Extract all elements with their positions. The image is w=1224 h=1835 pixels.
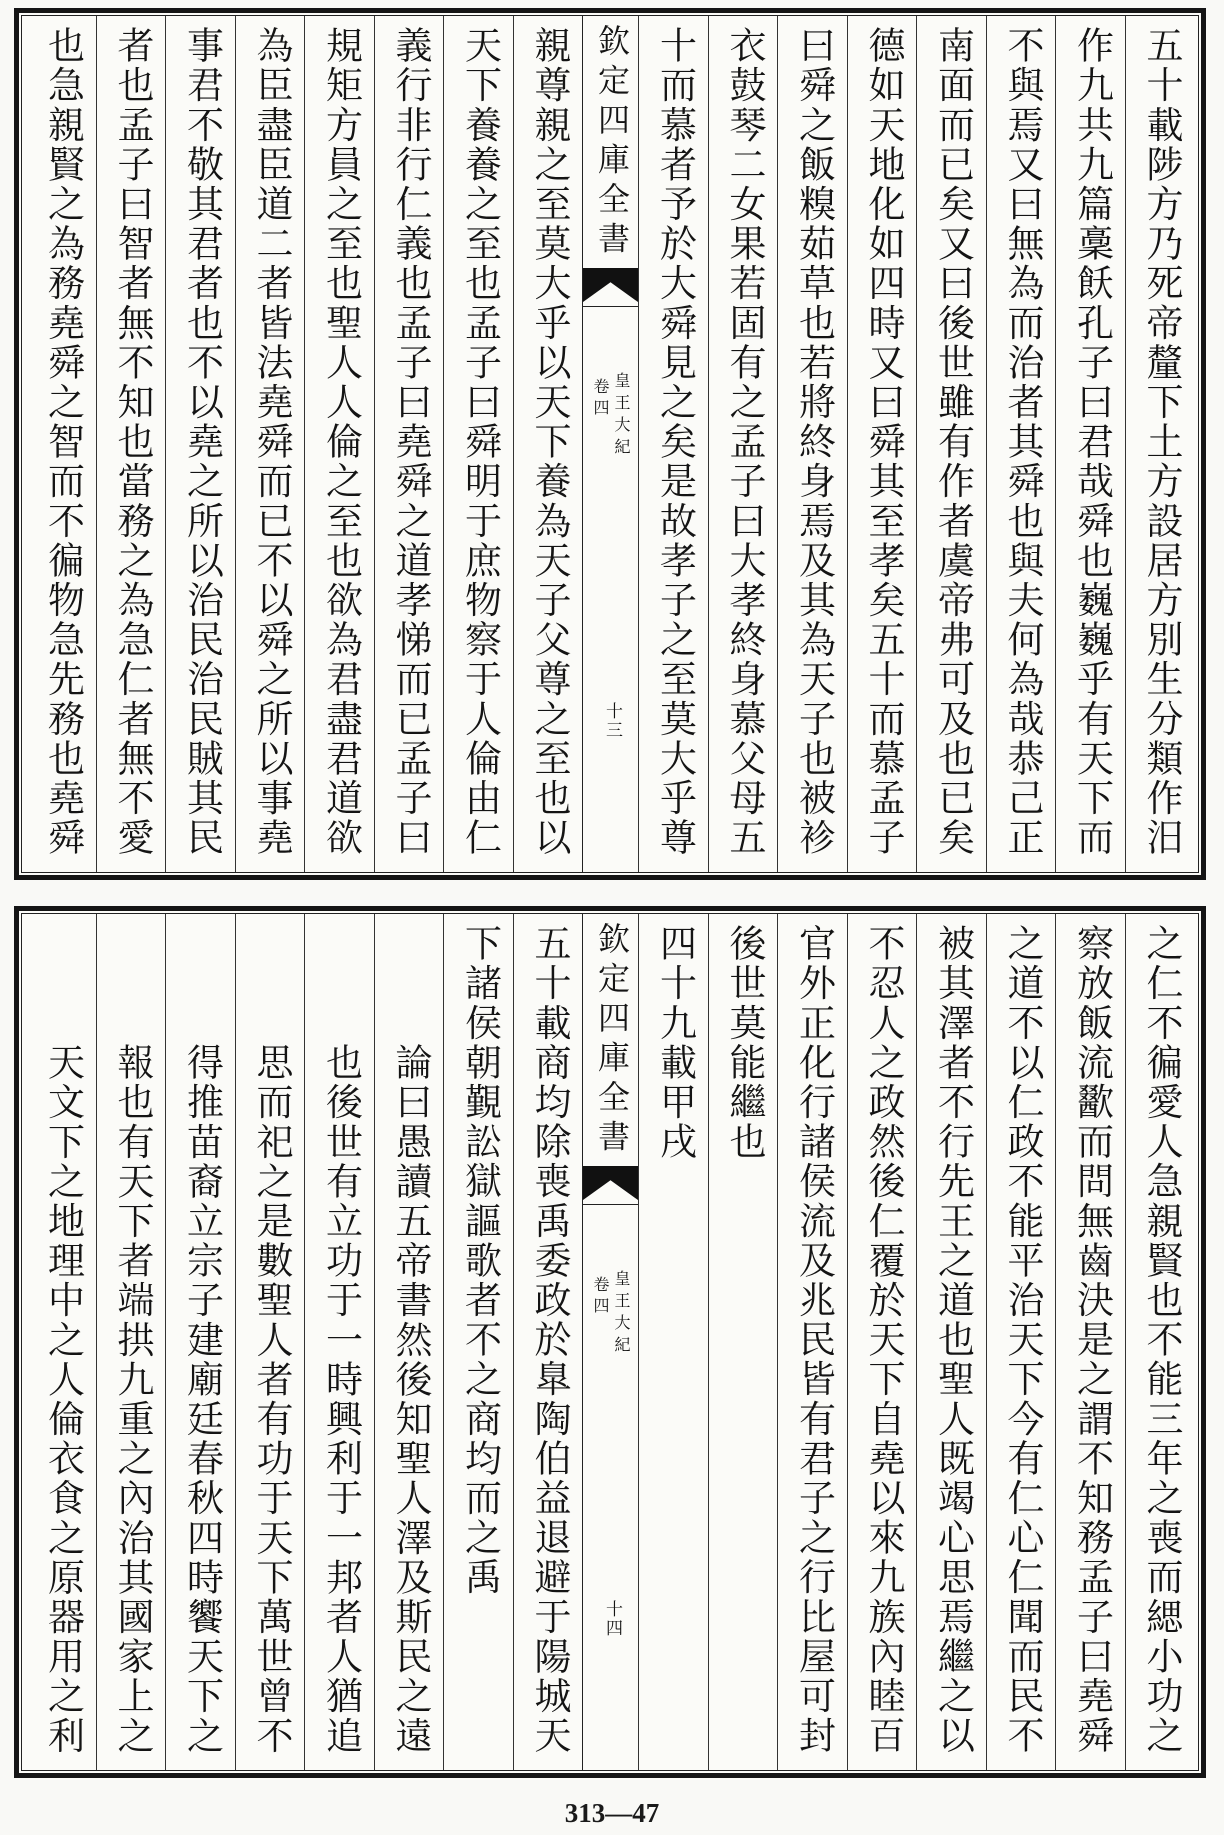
text-grid-lower <box>21 913 1199 1771</box>
fishtail-mark <box>583 268 638 302</box>
text-column: 被其澤者不行先王之道也聖人既竭心思焉繼之以 <box>916 914 986 1770</box>
commentary-column: 報也有天下者端拱九重之內治其國家上之 <box>96 914 166 1770</box>
text-column: 五十載陟方乃死帝釐下土方設居方別生分類作汨 <box>1125 16 1195 872</box>
page-code: 313—47 <box>564 1798 660 1828</box>
text-grid-upper <box>21 15 1199 873</box>
section-title: 皇王大紀 <box>612 372 631 460</box>
text-column: 十而慕者予於大舜見之矣是故孝子之至莫大乎尊 <box>638 16 708 872</box>
text-column: 為臣盡臣道二者皆法堯舜而已不以舜之所以事堯 <box>235 16 305 872</box>
page-panel-upper <box>14 8 1206 880</box>
text-column: 不與焉又曰無為而治者其舜也與夫何為哉恭己正 <box>986 16 1056 872</box>
text-column: 官外正化行諸侯流及兆民皆有君子之行比屋可封 <box>777 914 847 1770</box>
commentary-column: 論曰愚讀五帝書然後知聖人澤及斯民之遠 <box>374 914 444 1770</box>
text-column: 事君不敬其君者也不以堯之所以治民治民賊其民 <box>165 16 235 872</box>
page-panel-lower <box>14 906 1206 1778</box>
section-title: 皇王大紀 <box>612 1270 631 1358</box>
commentary-column: 也後世有立功于一時興利于一邦者人猶追 <box>304 914 374 1770</box>
folio-number: 十三 <box>602 702 622 740</box>
center-strip <box>582 16 638 872</box>
book-title: 欽定四庫全書 <box>593 922 631 1159</box>
commentary-column: 思而祀之是數聖人者有功于天下萬世曾不 <box>235 914 305 1770</box>
volume-label: 卷四 <box>591 378 610 420</box>
year-heading: 五十載商均除喪禹委政於臯陶伯益退避于陽城天 <box>513 914 583 1770</box>
text-column: 規矩方員之至也聖人人倫之至也欲為君盡君道欲 <box>304 16 374 872</box>
text-column: 也急親賢之為務堯舜之智而不徧物急先務也堯舜 <box>41 26 85 858</box>
fishtail-mark <box>583 1166 638 1200</box>
text-column: 衣鼓琴二女果若固有之孟子曰大孝終身慕父母五 <box>708 16 778 872</box>
center-strip <box>582 914 638 1770</box>
book-title: 欽定四庫全書 <box>593 24 631 261</box>
text-column: 天下養養之至也孟子曰舜明于庶物察于人倫由仁 <box>443 16 513 872</box>
volume-label: 卷四 <box>591 1276 610 1318</box>
year-heading: 四十九載甲戌 <box>638 914 708 1770</box>
fishtail-rule <box>583 1204 638 1205</box>
text-column: 親尊親之至莫大乎以天下養為天子父尊之至也以 <box>513 16 583 872</box>
text-column: 下諸侯朝覲訟獄謳歌者不之商均而之禹 <box>443 914 513 1770</box>
text-column: 者也孟子曰智者無不知也當務之為急仁者無不愛 <box>96 16 166 872</box>
text-column: 曰舜之飯糗茹草也若將終身焉及其為天子也被袗 <box>777 16 847 872</box>
text-column: 之道不以仁政不能平治天下今有仁心仁聞而民不 <box>986 914 1056 1770</box>
fishtail-rule <box>583 306 638 307</box>
commentary-column: 得推苗裔立宗子建廟廷春秋四時饗天下之 <box>165 914 235 1770</box>
commentary-column: 天文下之地理中之人倫衣食之原器用之利 <box>41 1043 85 1756</box>
text-column: 後世莫能繼也 <box>708 914 778 1770</box>
text-column: 作九共九篇稾飫孔子曰君哉舜也巍巍乎有天下而 <box>1055 16 1125 872</box>
text-column: 德如天地化如四時又曰舜其至孝矣五十而慕孟子 <box>847 16 917 872</box>
text-column: 不忍人之政然後仁覆於天下自堯以來九族內睦百 <box>847 914 917 1770</box>
text-column: 察放飯流歠而問無齒決是之謂不知務孟子曰堯舜 <box>1055 914 1125 1770</box>
text-column: 南面而已矣又曰後世雖有作者虞帝弗可及也已矣 <box>916 16 986 872</box>
folio-number: 十四 <box>602 1600 622 1638</box>
text-column: 之仁不徧愛人急親賢也不能三年之喪而緦小功之 <box>1125 914 1195 1770</box>
text-column: 義行非行仁義也孟子曰堯舜之道孝悌而已孟子曰 <box>374 16 444 872</box>
